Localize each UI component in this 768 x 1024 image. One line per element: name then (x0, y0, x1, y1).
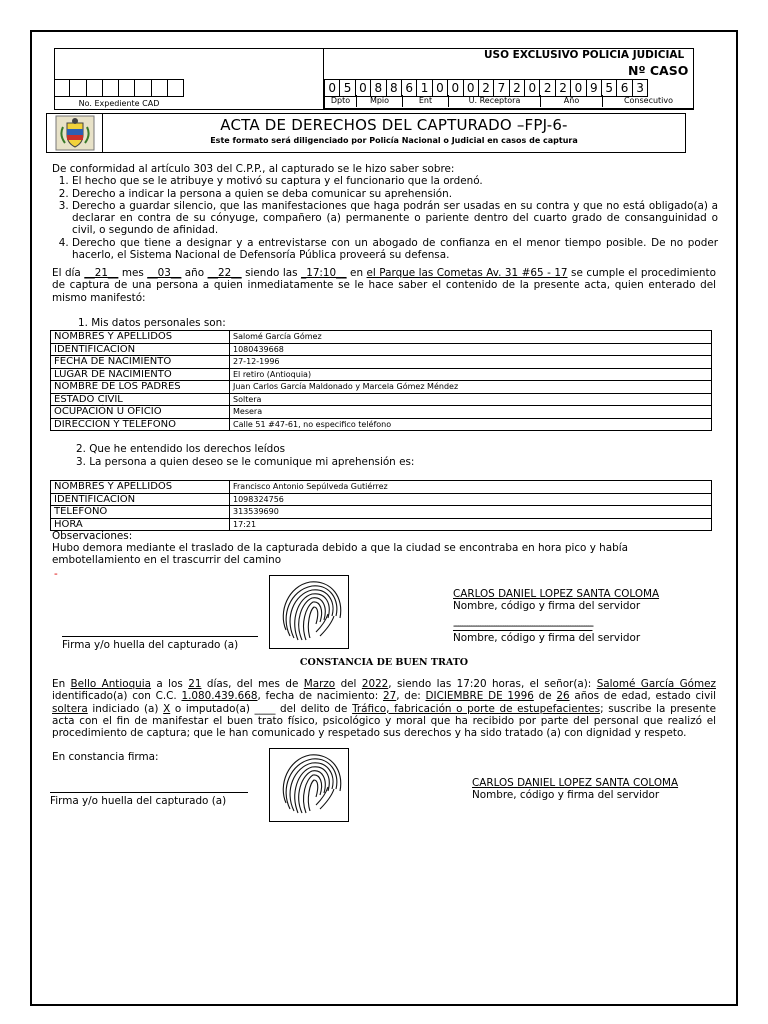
row-value: Mesera (230, 406, 712, 419)
case-digit: 2 (556, 80, 571, 96)
bt-text: días, del mes de (206, 678, 299, 690)
bt-text: de (538, 690, 552, 703)
case-segments (324, 95, 694, 109)
case-digit: 2 (510, 80, 525, 96)
stmt-text: en (350, 267, 364, 279)
bt-text: del delito de (280, 702, 348, 715)
bt-estado: soltera (52, 702, 88, 715)
row-value: 1080439668 (230, 343, 712, 356)
buen-trato-paragraph (52, 678, 716, 739)
bt-imputado: ____ (254, 702, 276, 715)
stmt-text: año (184, 267, 205, 279)
row-value: Juan Carlos García Maldonado y Marcela Gómez Méndez (230, 381, 712, 394)
table-row (51, 381, 712, 394)
row-label: HORA (51, 518, 230, 531)
bt-dia: 21 (188, 678, 202, 690)
case-digit: 2 (540, 80, 555, 96)
row-value: 17:21 (230, 518, 712, 531)
rights-section (52, 163, 718, 261)
row-label: LUGAR DE NACIMIENTO (51, 368, 230, 381)
case-digit: 7 (494, 80, 509, 96)
stmt-dia: __21__ (84, 267, 119, 279)
table-row (51, 406, 712, 419)
servidor2-caption: Nombre, código y firma del servidor (453, 632, 641, 644)
form-page (30, 30, 738, 1006)
case-digit: 9 (587, 80, 602, 96)
case-digit: 8 (387, 80, 402, 96)
personal-data-table (50, 330, 712, 431)
bt-text: En (52, 678, 66, 690)
case-digit: 3 (633, 80, 648, 96)
row-value: Francisco Antonio Sepúlveda Gutiérrez (230, 481, 712, 494)
case-digit: 0 (525, 80, 540, 96)
expediente-box (54, 48, 324, 110)
segment-anio: Año (540, 95, 602, 107)
intro-text: De conformidad al artículo 303 del C.P.P., al capturado se le hizo saber sobre: (52, 163, 455, 175)
bt-text: o imputado(a) (174, 702, 250, 715)
row-label: ESTADO CIVIL (51, 393, 230, 406)
buen-trato-heading: CONSTANCIA DE BUEN TRATO (299, 657, 469, 668)
case-digit: 0 (464, 80, 479, 96)
bt-edad: 26 (556, 690, 570, 703)
servidor-caption: Nombre, código y firma del servidor (453, 600, 641, 612)
observaciones-label: Observaciones: (52, 530, 133, 542)
stmt-hora: _17:10__ (301, 267, 347, 279)
bt-cc: 1.080.439.668 (181, 690, 258, 703)
case-digit: 0 (433, 80, 448, 96)
segment-dpto: Dpto (330, 96, 351, 105)
capture-statement (52, 267, 716, 304)
table-row (51, 418, 712, 431)
row-label: NOMBRES Y APELLIDOS (51, 481, 230, 494)
fingerprint-icon (270, 749, 348, 821)
table-row (51, 493, 712, 506)
row-value: Salomé García Gómez (230, 331, 712, 344)
fingerprint-box (269, 748, 349, 822)
bt-nombre: Salomé García Gómez (596, 678, 716, 690)
row-value: El retiro (Antioquia) (230, 368, 712, 381)
table-row (51, 356, 712, 369)
bt-nac-dia: 27 (382, 690, 397, 703)
contact-table (50, 480, 712, 531)
right-item: 3. Derecho a guardar silencio, que las manifestaciones que haga podrán ser usadas en su contra y que no está obligado(a) a declarar en contra de su cónyuge, compañero (a) permanente o pariente dentro del cuarto grado de consanguinidad o civil, o segundo de afinidad. (72, 200, 718, 237)
logo-cell (47, 114, 103, 152)
row-label: FECHA DE NACIMIENTO (51, 356, 230, 369)
row-value: 1098324756 (230, 493, 712, 506)
row-value: 27-12-1996 (230, 356, 712, 369)
bt-text: a los (156, 678, 183, 690)
bt-text: indiciado (a) (92, 702, 159, 715)
table-row (51, 368, 712, 381)
table-row (51, 518, 712, 531)
shield-logo-icon (55, 115, 95, 151)
signature-line (62, 636, 258, 637)
stmt-text: mes (121, 267, 144, 279)
expediente-cells (54, 79, 184, 96)
fingerprint-box (269, 575, 349, 649)
table-row (51, 343, 712, 356)
bt-nac-mes: DICIEMBRE DE 1996 (425, 690, 534, 703)
bt-text: años de edad, estado civil (574, 690, 716, 703)
stmt-text: El día (52, 267, 81, 279)
case-digit: 2 (479, 80, 494, 96)
case-digit: 1 (417, 80, 432, 96)
table-row (51, 506, 712, 519)
stmt-text: siendo las (245, 267, 298, 279)
servidor2-line: -------------------------------------------------------------- (453, 620, 593, 632)
case-digit: 0 (448, 80, 463, 96)
observaciones-text: Hubo demora mediante el traslado de la capturada debido a que la ciudad se encontraba en hora pico y había embotellamiento en el trascurrir del camino (52, 542, 628, 567)
right-item: 2. Derecho a indicar la persona a quien se deba comunicar su aprehensión. (72, 188, 718, 200)
row-value: Calle 51 #47-61, no especifico teléfono (230, 418, 712, 431)
segment-ent: Ent (402, 95, 448, 107)
rights-list (52, 175, 718, 261)
case-digit: 0 (356, 80, 371, 96)
row-label: IDENTIFICACION (51, 493, 230, 506)
stmt-text: se cumple el procedimiento de captura de una persona a quien inmediatamente se le hace saber el contenido de la presente acta, quien enterado del mismo manifestó: (52, 267, 716, 304)
form-subtitle: Este formato será diligenciado por Policía Nacional o Judicial en casos de captura (210, 136, 578, 145)
row-label: OCUPACIÓN U OFICIO (51, 406, 230, 419)
case-digit: 6 (402, 80, 417, 96)
segment-consecutivo: Consecutivo (602, 95, 694, 107)
segment-receptora: U. Receptora (448, 95, 540, 107)
form-title: ACTA DE DERECHOS DEL CAPTURADO –FPJ-6- (220, 116, 568, 134)
bt-delito: Tráfico, fabricación o porte de estupefacientes (352, 702, 601, 715)
case-digit: 6 (617, 80, 632, 96)
bt-text: , de: (396, 690, 421, 703)
segment-mpio: Mpio (356, 95, 402, 107)
bt-indiciado: X (163, 702, 171, 715)
capturado-signature-caption: Firma y/o huella del capturado (a) (62, 639, 239, 651)
row-label: TELEFONO (51, 506, 230, 519)
row-value: 313539690 (230, 506, 712, 519)
table-row (51, 331, 712, 344)
bt-lugar: Bello Antioquia (70, 678, 152, 690)
expediente-label: No. Expediente CAD (54, 96, 184, 110)
uso-exclusivo-label: USO EXCLUSIVO POLICIA JUDICIAL (484, 49, 685, 61)
section2-text: 2. Que he entendido los derechos leídos (76, 443, 286, 455)
capturado-signature-caption-2: Firma y/o huella del capturado (a) (50, 795, 227, 807)
row-value: Soltera (230, 393, 712, 406)
bt-text: , fecha de nacimiento: (257, 690, 379, 703)
servidor-caption-2: Nombre, código y firma del servidor (472, 789, 660, 801)
case-digit: 0 (571, 80, 586, 96)
row-label: NOMBRE DE LOS PADRES (51, 381, 230, 394)
table-row (51, 481, 712, 494)
stmt-lugar: el Parque las Cometas Av. 31 #65 - 17 (366, 267, 568, 279)
bt-text: , siendo las 17:20 horas, el señor(a): (388, 678, 592, 690)
right-item: 1. El hecho que se le atribuye y motivó su captura y el funcionario que la ordenó. (72, 175, 718, 187)
row-label: IDENTIFICACION (51, 343, 230, 356)
case-digit: 8 (371, 80, 386, 96)
table-row (51, 393, 712, 406)
bt-mes: Marzo (303, 678, 336, 690)
servidor-name: CARLOS DANIEL LOPEZ SANTA COLOMA (453, 588, 660, 600)
section3-text: 3. La persona a quien deseo se le comunique mi aprehensión es: (76, 456, 415, 468)
stmt-mes: __03__ (147, 267, 182, 279)
section1-heading: 1. Mis datos personales son: (78, 317, 226, 329)
signature-line (50, 792, 248, 793)
constancia-label: En constancia firma: (52, 751, 159, 763)
case-digit: 0 (325, 80, 340, 96)
row-label: NOMBRES Y APELLIDOS (51, 331, 230, 344)
servidor-name-2: CARLOS DANIEL LOPEZ SANTA COLOMA (472, 777, 679, 789)
case-digit: 5 (340, 80, 355, 96)
observaciones-mark: - (54, 568, 58, 580)
stmt-anio: __22__ (207, 267, 242, 279)
case-digit: 5 (602, 80, 617, 96)
fingerprint-icon (270, 576, 348, 648)
bt-text: del (340, 678, 357, 690)
row-label: DIRECCION Y TELEFONO (51, 418, 230, 431)
bt-text: identificado(a) con C.C. (52, 690, 177, 703)
title-box (46, 113, 686, 153)
right-item: 4. Derecho que tiene a designar y a entrevistarse con un abogado de confianza en el menor tiempo posible. De no poder hacerlo, el Sistema Nacional de Defensoría Pública proveerá su defensa. (72, 237, 718, 262)
no-caso-label: Nº CASO (628, 63, 689, 78)
bt-anio: 2022 (361, 678, 389, 690)
bt-text: ; suscribe la presente acta con el fin de manifestar el buen trato físico, psicológico y moral que ha recibido por parte del personal que realizó el procedimiento de captura; que le han comunicado y respetado sus derechos y ha sido tratado (a) con dignidad y respeto. (52, 702, 716, 740)
